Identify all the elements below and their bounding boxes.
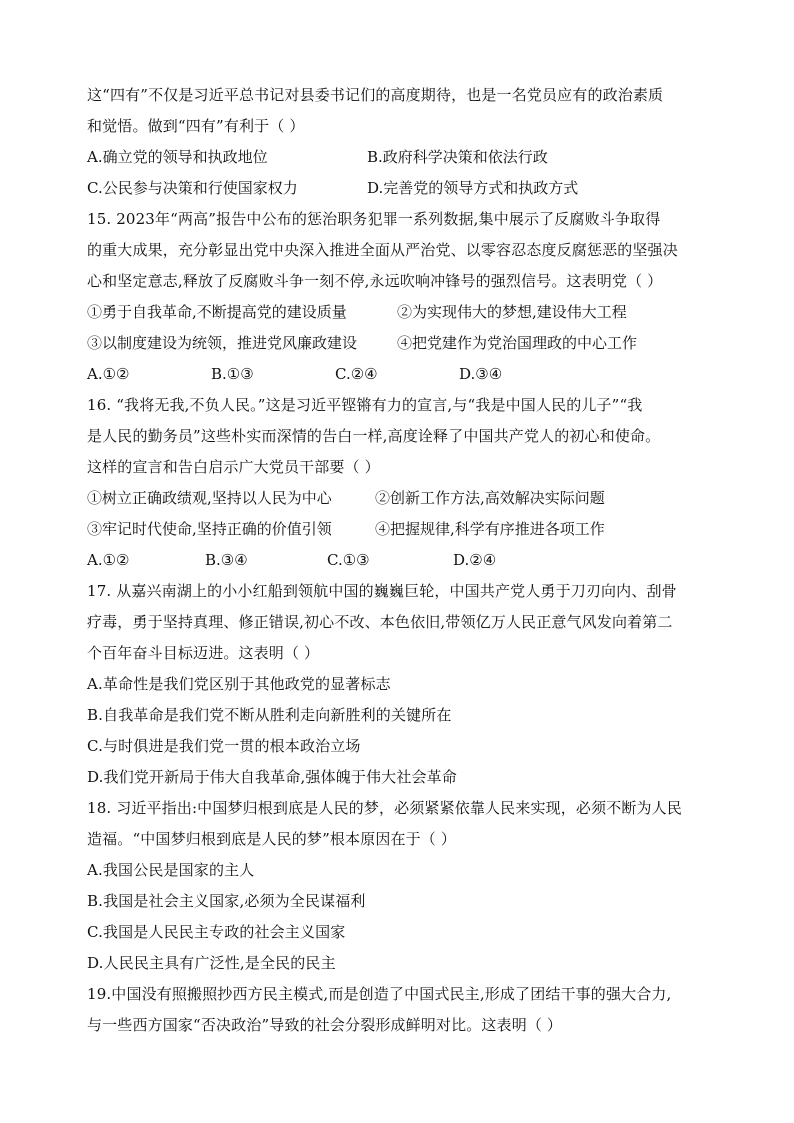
q17-option-d: D.我们党开新局于伟大自我革命,强体魄于伟大社会革命 — [87, 768, 457, 786]
q15-stem-line-1: 15. 2023年“两高”报告中公布的惩治职务犯罪一系列数据,集中展示了反腐败斗争取得 — [87, 210, 661, 228]
q17-stem-line-1: 17. 从嘉兴南湖上的小小红船到领航中国的巍巍巨轮，中国共产党人勇于刀刃向内、刮骨 — [87, 582, 677, 600]
q15-options-row — [87, 359, 709, 390]
question-19 — [87, 979, 709, 1041]
q15-stem-line-3: 心和坚定意志,释放了反腐败斗争一刻不停,永远吹响冲锋号的强烈信号。这表明党（ ） — [87, 272, 663, 290]
q14-options-row-2 — [87, 173, 709, 204]
q16-item-4: ④把握规律,科学有序推进各项工作 — [375, 520, 605, 538]
q14-options-row-1 — [87, 142, 709, 173]
q16-stem-line-2: 是人民的勤务员”这些朴实而深情的告白一样,高度诠释了中国共产党人的初心和使命。 — [87, 427, 661, 445]
q14-option-a: A.确立党的领导和执政地位 — [87, 148, 268, 166]
q14-option-b: B.政府科学决策和依法行政 — [367, 148, 548, 166]
q16-item-3: ③牢记时代使命,坚持正确的价值引领 — [87, 520, 332, 538]
question-18 — [87, 793, 709, 979]
q18-stem-line-1: 18. 习近平指出:中国梦归根到底是人民的梦，必须紧紧依靠人民来实现，必须不断为人民 — [87, 799, 682, 817]
q15-option-d: D.③④ — [459, 365, 503, 383]
q16-option-b: B.③④ — [205, 551, 248, 569]
q18-option-c: C.我国是人民民主专政的社会主义国家 — [87, 923, 346, 941]
q16-item-2: ②创新工作方法,高效解决实际问题 — [375, 489, 605, 507]
q15-option-c: C.②④ — [335, 365, 378, 383]
q17-option-c: C.与时俱进是我们党一贯的根本政治立场 — [87, 737, 361, 755]
q19-stem-line-1: 19.中国没有照搬照抄西方民主模式,而是创造了中国式民主,形成了团结干事的强大合力, — [87, 985, 672, 1003]
q15-stem-line-2: 的重大成果，充分彰显出党中央深入推进全面从严治党、以零容忍态度反腐惩恶的坚强决 — [87, 241, 678, 259]
q16-items-row-1 — [87, 483, 709, 514]
q16-options-row — [87, 545, 709, 576]
q15-item-3: ③以制度建设为统领，推进党风廉政建设 — [87, 334, 358, 352]
q16-option-a: A.①② — [87, 551, 130, 569]
q14-option-d: D.完善党的领导方式和执政方式 — [367, 179, 579, 197]
q19-stem-line-2: 与一些西方国家“否决政治”导致的社会分裂形成鲜明对比。这表明（ ） — [87, 1016, 563, 1034]
q16-stem-line-1: 16. “我将无我,不负人民。”这是习近平铿锵有力的宣言,与“我是中国人民的儿子”“我 — [87, 396, 643, 414]
question-14 — [87, 80, 709, 204]
q15-option-a: A.①② — [87, 365, 130, 383]
q14-stem-line-2: 和觉悟。做到“四有”有利于（ ） — [87, 117, 305, 135]
q18-option-b: B.我国是社会主义国家,必须为全民谋福利 — [87, 892, 366, 910]
q16-option-c: C.①③ — [327, 551, 370, 569]
q17-stem-line-2: 疗毒，勇于坚持真理、修正错误,初心不改、本色依旧,带领亿万人民正意气风发向着第二 — [87, 613, 673, 631]
q16-items-row-2 — [87, 514, 709, 545]
q15-items-row-2 — [87, 328, 709, 359]
q15-option-b: B.①③ — [211, 365, 254, 383]
q18-stem-line-2: 造福。“中国梦归根到底是人民的梦”根本原因在于（ ） — [87, 830, 457, 848]
q15-item-1: ①勇于自我革命,不断提高党的建设质量 — [87, 303, 347, 321]
q18-option-d: D.人民民主具有广泛性,是全民的民主 — [87, 954, 336, 972]
q17-option-a: A.革命性是我们党区别于其他政党的显著标志 — [87, 675, 391, 693]
question-16 — [87, 390, 709, 576]
question-17 — [87, 576, 709, 793]
q14-stem-line-1: 这“四有”不仅是习近平总书记对县委书记们的高度期待，也是一名党员应有的政治素质 — [87, 86, 664, 104]
q15-item-4: ④把党建作为党治国理政的中心工作 — [397, 334, 638, 352]
q17-stem-line-3: 个百年奋斗目标迈进。这表明（ ） — [87, 644, 320, 662]
q18-option-a: A.我国公民是国家的主人 — [87, 861, 255, 879]
q16-stem-line-3: 这样的宣言和告白启示广大党员干部要（ ） — [87, 458, 380, 476]
q15-item-2: ②为实现伟大的梦想,建设伟大工程 — [397, 303, 627, 321]
question-15 — [87, 204, 709, 390]
q16-option-d: D.②④ — [453, 551, 497, 569]
q14-option-c: C.公民参与决策和行使国家权力 — [87, 179, 298, 197]
exam-page — [87, 80, 709, 1041]
q16-item-1: ①树立正确政绩观,坚持以人民为中心 — [87, 489, 332, 507]
q17-option-b: B.自我革命是我们党不断从胜利走向新胜利的关键所在 — [87, 706, 452, 724]
q15-items-row-1 — [87, 297, 709, 328]
